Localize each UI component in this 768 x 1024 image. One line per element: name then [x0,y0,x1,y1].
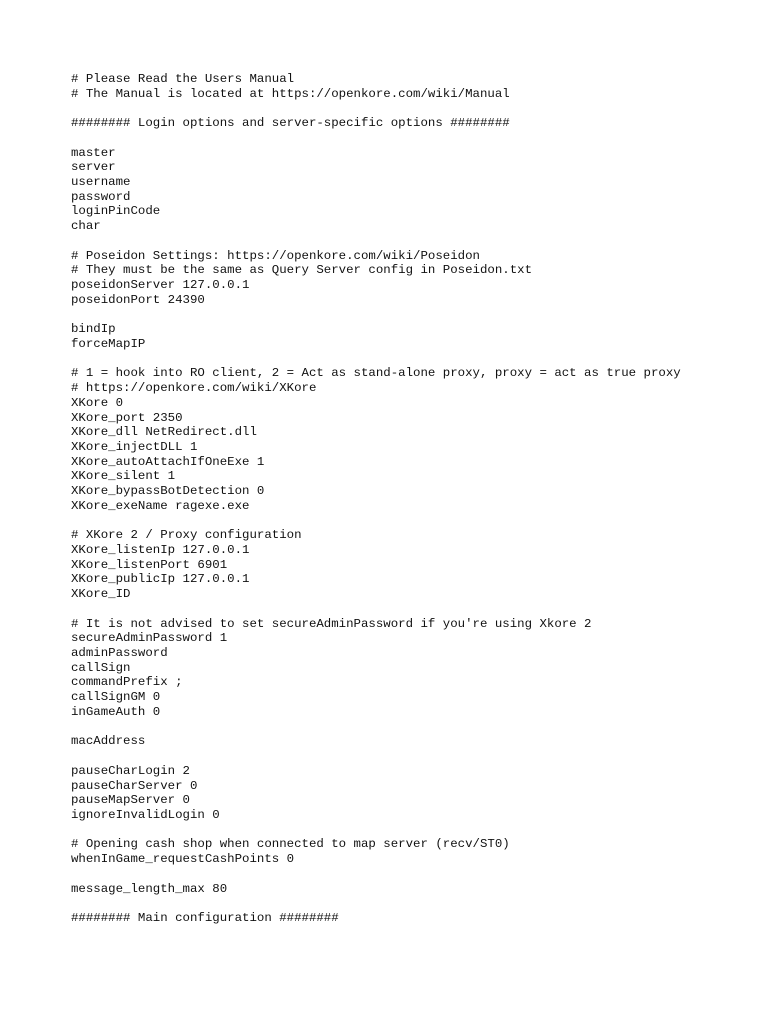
config-line: callSignGM 0 [71,690,161,705]
config-line: pauseMapServer 0 [71,793,190,808]
config-line: commandPrefix ; [71,675,183,690]
blank-line [71,514,751,529]
config-line: XKore_publicIp 127.0.0.1 [71,572,250,587]
blank-line [71,749,751,764]
config-line: XKore_dll NetRedirect.dll [71,425,257,440]
comment-line: # It is not advised to set secureAdminPassword if you're using Xkore 2 [71,616,592,631]
config-line: XKore_injectDLL 1 [71,439,198,454]
blank-line [71,867,751,882]
comment-line: ######## Main configuration ######## [71,910,339,925]
config-line: password [71,189,131,204]
blank-line [71,823,751,838]
comment-line: # They must be the same as Query Server config in Poseidon.txt [71,263,533,278]
config-line: server [71,160,116,175]
config-line: XKore_listenIp 127.0.0.1 [71,543,250,557]
blank-line [71,720,751,735]
blank-line [71,352,751,367]
blank-line [71,308,751,323]
config-line: ignoreInvalidLogin 0 [71,807,220,822]
blank-line [71,234,751,249]
config-line: XKore_exeName ragexe.exe [71,498,250,513]
comment-line: # 1 = hook into RO client, 2 = Act as stand-alone proxy, proxy = act as true proxy [71,366,681,381]
config-line: callSign [71,660,131,675]
blank-line [71,602,751,617]
config-line: XKore_bypassBotDetection 0 [71,484,265,499]
config-line: XKore_ID [71,587,131,602]
config-line: XKore 0 [71,395,124,410]
config-line: whenInGame_requestCashPoints 0 [71,852,295,867]
config-line: username [71,175,131,190]
comment-line: # Please Read the Users Manual [71,72,295,86]
config-line: XKore_autoAttachIfOneExe 1 [71,454,265,469]
config-line: macAddress [71,734,146,749]
config-line: pauseCharLogin 2 [71,763,190,778]
config-line: adminPassword [71,646,168,661]
comment-line: ######## Login options and server-specific options ######## [71,116,510,131]
config-line: XKore_listenPort 6901 [71,557,228,572]
config-text-body [71,72,751,926]
config-line: master [71,145,116,160]
comment-line: # https://openkore.com/wiki/XKore [71,381,317,396]
config-line: message_length_max 80 [71,881,228,896]
blank-line [71,101,751,116]
comment-line: # The Manual is located at https://openkore.com/wiki/Manual [71,86,510,101]
config-line: loginPinCode [71,204,161,219]
config-line: poseidonPort 24390 [71,292,205,307]
comment-line: # Poseidon Settings: https://openkore.com/wiki/Poseidon [71,248,480,263]
config-line: char [71,219,101,234]
config-line: poseidonServer 127.0.0.1 [71,278,250,293]
config-line: inGameAuth 0 [71,704,161,719]
config-line: XKore_port 2350 [71,410,183,425]
config-line: XKore_silent 1 [71,469,176,484]
config-line: pauseCharServer 0 [71,778,198,793]
blank-line [71,896,751,911]
comment-line: # XKore 2 / Proxy configuration [71,528,302,543]
config-line: secureAdminPassword 1 [71,631,228,646]
config-line: bindIp [71,322,116,337]
comment-line: # Opening cash shop when connected to map server (recv/ST0) [71,837,510,852]
config-line: forceMapIP [71,336,146,351]
blank-line [71,131,751,146]
